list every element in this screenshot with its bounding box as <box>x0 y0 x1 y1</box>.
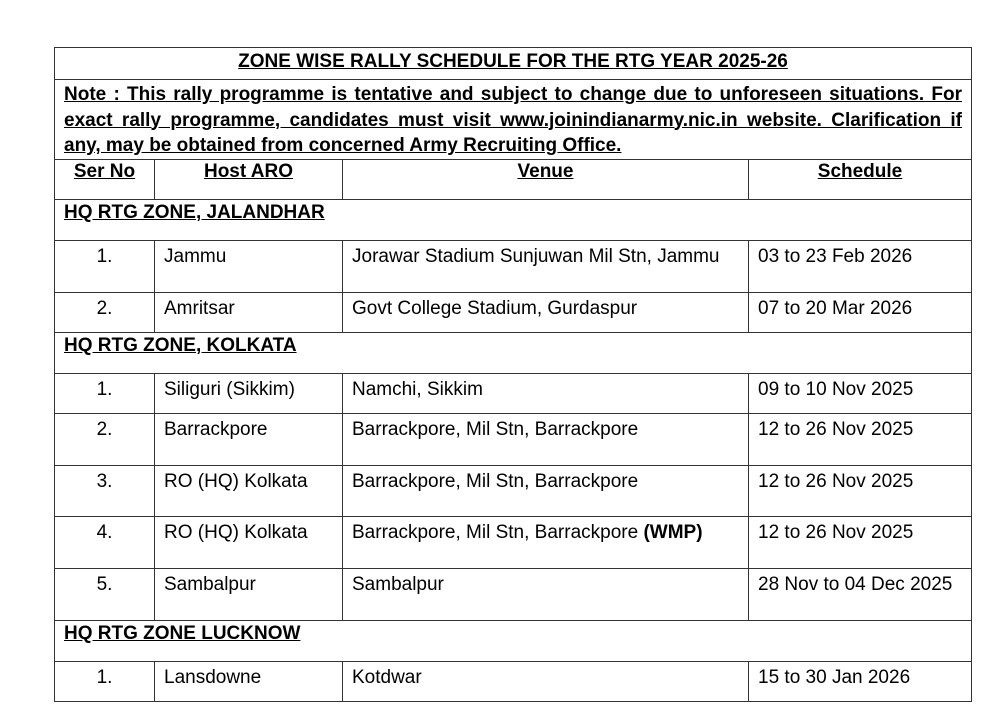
schedule-cell: 28 Nov to 04 Dec 2025 <box>749 568 972 620</box>
zone-heading: HQ RTG ZONE LUCKNOW <box>55 620 972 661</box>
title-row <box>55 48 972 80</box>
zone-heading: HQ RTG ZONE, JALANDHAR <box>55 199 972 240</box>
header-schedule: Schedule <box>749 159 972 199</box>
zone-row-kolkata <box>55 332 972 373</box>
schedule-cell: 07 to 20 Mar 2026 <box>749 292 972 332</box>
table-row <box>55 661 972 701</box>
table-row <box>55 292 972 332</box>
header-row <box>55 159 972 199</box>
header-ser-no: Ser No <box>55 159 155 199</box>
schedule-cell: 09 to 10 Nov 2025 <box>749 373 972 413</box>
ser-no-cell: 1. <box>55 661 155 701</box>
host-aro-cell: Siliguri (Sikkim) <box>155 373 343 413</box>
rally-schedule-document <box>54 47 971 702</box>
host-aro-cell: Amritsar <box>155 292 343 332</box>
header-venue: Venue <box>343 159 749 199</box>
wmp-tag: (WMP) <box>643 521 703 543</box>
host-aro-cell: Jammu <box>155 240 343 292</box>
rally-schedule-table <box>54 47 972 702</box>
host-aro-cell: Barrackpore <box>155 413 343 465</box>
ser-no-cell: 4. <box>55 516 155 568</box>
ser-no-cell: 1. <box>55 240 155 292</box>
header-host-aro: Host ARO <box>155 159 343 199</box>
ser-no-cell: 3. <box>55 465 155 516</box>
zone-row-jalandhar <box>55 199 972 240</box>
venue-cell: Sambalpur <box>343 568 749 620</box>
ser-no-cell: 2. <box>55 292 155 332</box>
table-row <box>55 240 972 292</box>
host-aro-cell: RO (HQ) Kolkata <box>155 516 343 568</box>
host-aro-cell: Sambalpur <box>155 568 343 620</box>
schedule-cell: 12 to 26 Nov 2025 <box>749 465 972 516</box>
zone-row-lucknow <box>55 620 972 661</box>
table-row <box>55 413 972 465</box>
venue-cell: Govt College Stadium, Gurdaspur <box>343 292 749 332</box>
table-row <box>55 516 972 568</box>
table-row <box>55 373 972 413</box>
table-row <box>55 568 972 620</box>
venue-cell <box>343 516 749 568</box>
ser-no-cell: 1. <box>55 373 155 413</box>
host-aro-cell: Lansdowne <box>155 661 343 701</box>
host-aro-cell: RO (HQ) Kolkata <box>155 465 343 516</box>
venue-cell: Namchi, Sikkim <box>343 373 749 413</box>
table-row <box>55 465 972 516</box>
schedule-cell: 15 to 30 Jan 2026 <box>749 661 972 701</box>
venue-cell: Barrackpore, Mil Stn, Barrackpore <box>343 413 749 465</box>
note-text: Note : This rally programme is tentative and subject to change due to unforeseen situations. For exact rally programme, candidates must visit www.joinindianarmy.nic.in website. Clarification if any, may be obtained from concerned Army Recruiting Office. <box>55 80 972 160</box>
venue-cell: Jorawar Stadium Sunjuwan Mil Stn, Jammu <box>343 240 749 292</box>
venue-cell: Barrackpore, Mil Stn, Barrackpore <box>343 465 749 516</box>
zone-heading: HQ RTG ZONE, KOLKATA <box>55 332 972 373</box>
venue-cell: Kotdwar <box>343 661 749 701</box>
note-row <box>55 80 972 160</box>
venue-text: Barrackpore, Mil Stn, Barrackpore <box>352 521 639 543</box>
schedule-cell: 03 to 23 Feb 2026 <box>749 240 972 292</box>
schedule-cell: 12 to 26 Nov 2025 <box>749 516 972 568</box>
ser-no-cell: 5. <box>55 568 155 620</box>
ser-no-cell: 2. <box>55 413 155 465</box>
schedule-cell: 12 to 26 Nov 2025 <box>749 413 972 465</box>
document-title: ZONE WISE RALLY SCHEDULE FOR THE RTG YEAR 2025-26 <box>55 48 972 80</box>
